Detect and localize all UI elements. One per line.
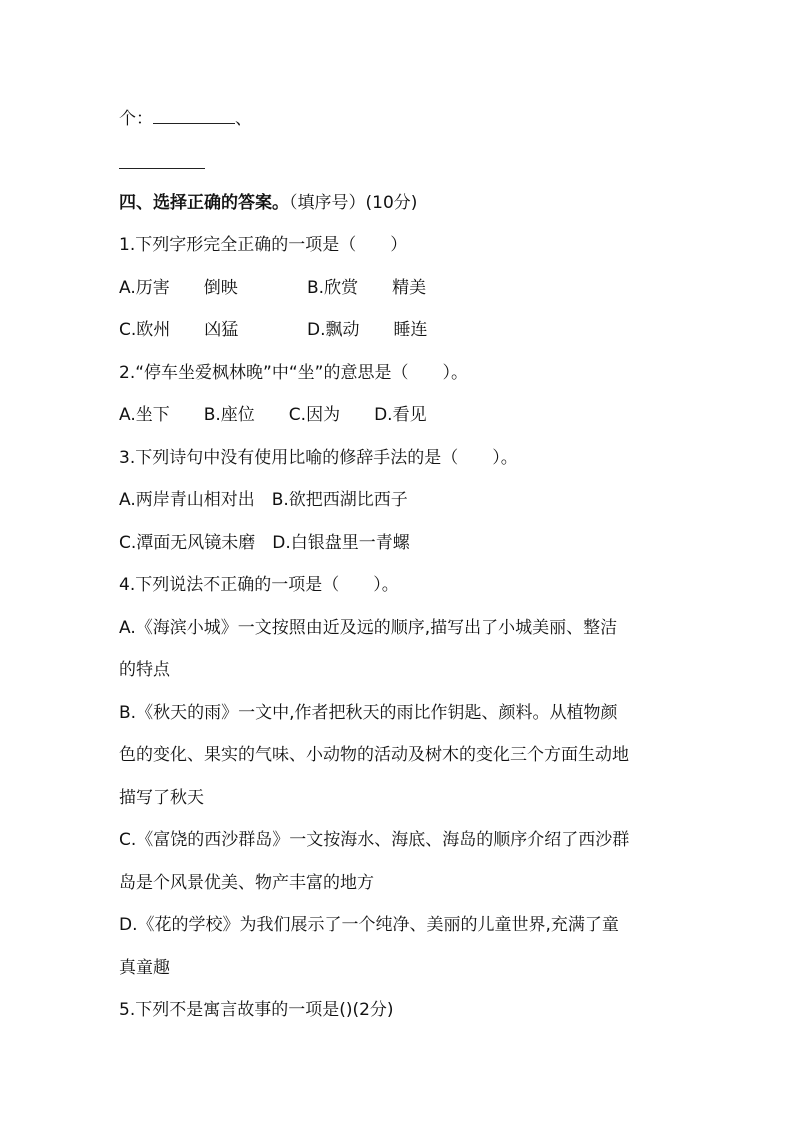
question-2-options: A.坐下 B.座位 C.因为 D.看见 [119,405,427,425]
section-heading [119,191,417,215]
question-4-option-b-line-1: B.《秋天的雨》一文中,作者把秋天的雨比作钥匙、颜料。从植物颜 [119,703,618,723]
question-3-row-2: C.潭面无风镜未磨 D.白银盘里一青螺 [119,533,410,553]
section-title: 四、选择正确的答案。 [119,193,289,213]
option-b: B.欣赏 精美 [307,278,427,298]
question-2-stem: 2.“停车坐爱枫林晚”中“坐”的意思是（ ）。 [119,363,468,383]
question-1-row-1 [119,276,426,300]
question-1-row-2 [119,318,428,342]
option-c: C.欧州 凶猛 [119,320,239,340]
answer-blank-2[interactable] [119,168,205,169]
question-4-option-a-line-2: 的特点 [119,660,170,680]
question-1-stem: 1.下列字形完全正确的一项是（ ） [119,235,408,255]
question-3-stem: 3.下列诗句中没有使用比喻的修辞手法的是（ ）。 [119,448,518,468]
question-3-row-1: A.两岸青山相对出 B.欲把西湖比西子 [119,490,408,510]
answer-suffix: 、 [235,109,252,129]
question-5-stem: 5.下列不是寓言故事的一项是()(2分) [119,1000,394,1020]
question-4-option-b-line-3: 描写了秋天 [119,788,204,808]
question-4-option-d-line-1: D.《花的学校》为我们展示了一个纯净、美丽的儿童世界,充满了童 [119,915,619,935]
answer-blank[interactable] [153,108,235,124]
section-note: （填序号）(10分) [289,193,418,213]
answer-line-row [119,107,252,131]
question-4-option-c-line-2: 岛是个风景优美、物产丰富的地方 [119,873,374,893]
question-4-option-a-line-1: A.《海滨小城》一文按照由近及远的顺序,描写出了小城美丽、整洁 [119,618,618,638]
answer-prefix: 个： [119,109,153,129]
question-4-option-c-line-1: C.《富饶的西沙群岛》一文按海水、海底、海岛的顺序介绍了西沙群 [119,830,630,850]
option-a: A.历害 倒映 [119,278,238,298]
option-d: D.飘动 睡连 [307,320,428,340]
question-4-stem: 4.下列说法不正确的一项是（ ）。 [119,575,399,595]
question-4-option-d-line-2: 真童趣 [119,958,170,978]
question-4-option-b-line-2: 色的变化、果实的气味、小动物的活动及树木的变化三个方面生动地 [119,745,629,765]
